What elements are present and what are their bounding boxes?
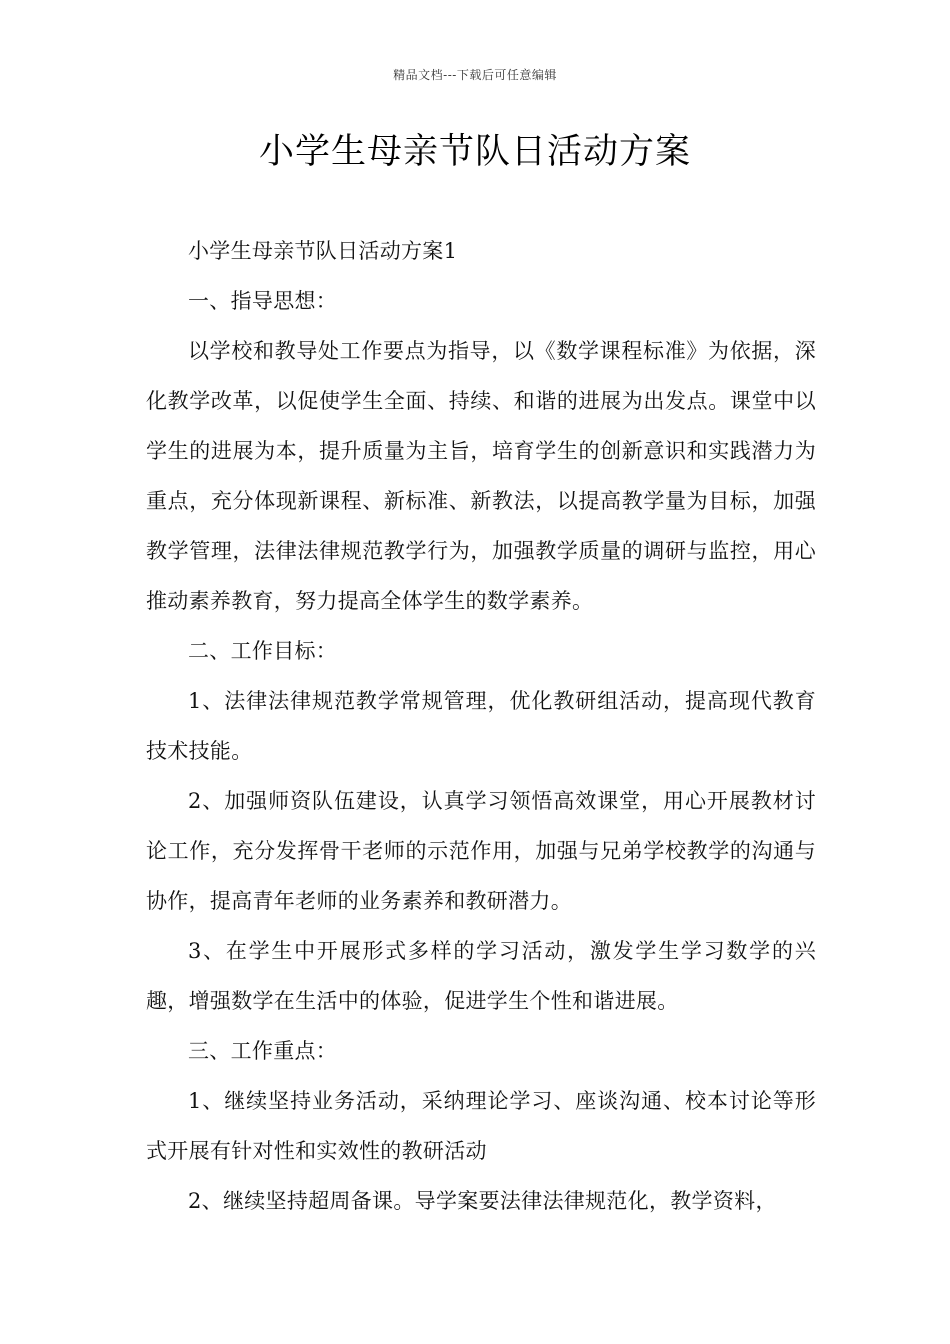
- paragraph: 2、加强师资队伍建设，认真学习领悟高效课堂，用心开展教材讨论工作，充分发挥骨干老师的示范作用，加强与兄弟学校教学的沟通与协作，提高青年老师的业务素养和教研潜力。: [146, 789, 816, 913]
- paragraph: 以学校和教导处工作要点为指导，以《数学课程标准》为依据，深化教学改革，以促使学生全面、持续、和谐的进展为出发点。课堂中以学生的进展为本，提升质量为主旨，培育学生的创新意识和实践潜力为重点，充分体现新课程、新标准、新教法，以提高教学量为目标，加强教学管理，法律法律规范教学行为，加强教学质量的调研与监控，用心推动素养教育，努力提高全体学生的数学素养。: [146, 339, 816, 613]
- paragraph: 2、继续坚持超周备课。导学案要法律法律规范化，教学资料，: [188, 1189, 777, 1213]
- page-title: 小学生母亲节队日活动方案: [258, 132, 691, 172]
- section-heading: 一、指导思想：: [188, 289, 338, 313]
- paragraph: 1、法律法律规范教学常规管理，优化教研组活动，提高现代教育技术技能。: [146, 689, 816, 763]
- document-body: [146, 226, 816, 1226]
- header-note: 精品文档---下载后可任意编辑: [393, 68, 557, 82]
- paragraph: 1、继续坚持业务活动，采纳理论学习、座谈沟通、校本讨论等形式开展有针对性和实效性的教研活动: [146, 1089, 816, 1163]
- paragraph: 3、在学生中开展形式多样的学习活动，激发学生学习数学的兴趣，增强数学在生活中的体验，促进学生个性和谐进展。: [146, 939, 816, 1013]
- section-heading: 三、工作重点：: [188, 1039, 338, 1063]
- section-heading: 小学生母亲节队日活动方案1: [188, 239, 458, 263]
- section-heading: 二、工作目标：: [188, 639, 338, 663]
